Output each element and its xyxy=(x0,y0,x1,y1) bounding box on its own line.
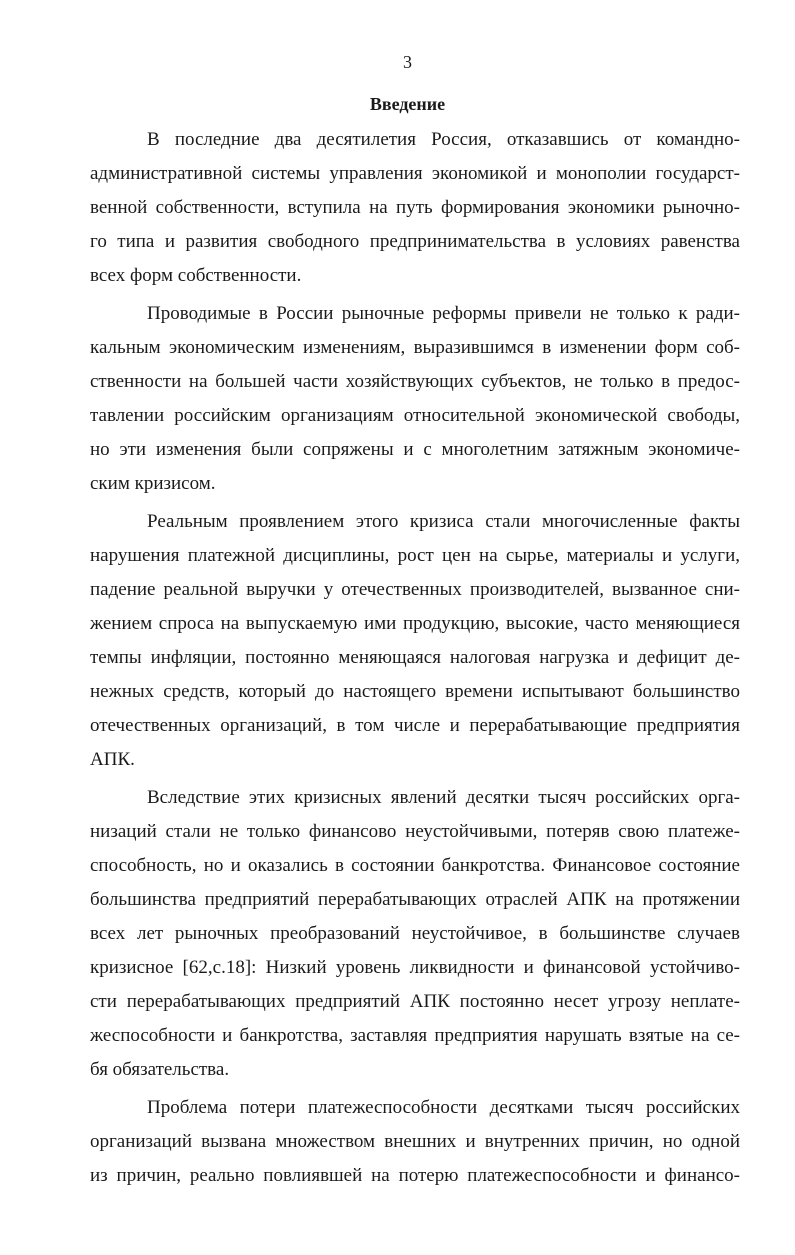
page-number: 3 xyxy=(403,52,412,72)
text-line: большинства предприятий перерабатывающих отраслей АПК на протяжении xyxy=(90,889,740,910)
text-line: способность, но и оказались в состоянии банкротства. Финансовое состояние xyxy=(90,855,740,876)
text-line: бя обязательства. xyxy=(90,1059,230,1080)
text-line: низаций стали не только финансово неустойчивыми, потеряв свою платеже- xyxy=(90,821,740,842)
text-line: отечественных организаций, в том числе и перерабатывающие предприятия xyxy=(90,715,740,736)
paragraph xyxy=(90,123,740,293)
text-line: жеспособности и банкротства, заставляя предприятия нарушать взятые на се- xyxy=(90,1025,740,1046)
text-line: всех форм собственности. xyxy=(90,265,302,286)
paragraph xyxy=(90,1091,740,1193)
text-line: Вследствие этих кризисных явлений десятки тысяч российских орга- xyxy=(147,787,740,808)
section-heading: Введение xyxy=(369,94,446,114)
text-line: венной собственности, вступила на путь формирования экономики рыночно- xyxy=(90,197,740,218)
text-line: нежных средств, который до настоящего времени испытывают большинство xyxy=(90,681,740,702)
text-line: Реальным проявлением этого кризиса стали многочисленные факты xyxy=(147,511,740,532)
text-line: административной системы управления экономикой и монополии государст- xyxy=(90,163,740,184)
text-line: го типа и развития свободного предпринимательства в условиях равенства xyxy=(90,231,740,252)
text-line: Проводимые в России рыночные реформы привели не только к ради- xyxy=(147,303,740,324)
text-line: всех лет рыночных преобразований неустойчивое, в большинстве случаев xyxy=(90,923,740,944)
text-line: В последние два десятилетия Россия, отказавшись от командно- xyxy=(147,129,740,150)
paragraph xyxy=(90,505,740,777)
text-line: но эти изменения были сопряжены и с многолетним затяжным экономиче- xyxy=(90,439,740,460)
text-line: сти перерабатывающих предприятий АПК постоянно несет угрозу неплате- xyxy=(90,991,740,1012)
text-line: падение реальной выручки у отечественных производителей, вызванное сни- xyxy=(90,579,740,600)
text-line: АПК. xyxy=(90,749,135,770)
text-line: Проблема потери платежеспособности десятками тысяч российских xyxy=(147,1097,740,1118)
paragraph xyxy=(90,781,740,1087)
body-text xyxy=(90,123,740,1193)
text-line: ственности на большей части хозяйствующих субъектов, не только в предос- xyxy=(90,371,740,392)
text-line: организаций вызвана множеством внешних и внутренних причин, но одной xyxy=(90,1131,740,1152)
text-line: темпы инфляции, постоянно меняющаяся налоговая нагрузка и дефицит де- xyxy=(90,647,740,668)
paragraph xyxy=(90,297,740,501)
text-line: из причин, реально повлиявшей на потерю платежеспособности и финансо- xyxy=(90,1165,740,1186)
text-line: нарушения платежной дисциплины, рост цен на сырье, материалы и услуги, xyxy=(90,545,740,566)
text-line: жением спроса на выпускаемую ими продукцию, высокие, часто меняющиеся xyxy=(90,613,740,634)
text-line: ским кризисом. xyxy=(90,473,216,494)
text-line: тавлении российским организациям относительной экономической свободы, xyxy=(90,405,740,426)
text-line: кальным экономическим изменениям, выразившимся в изменении форм соб- xyxy=(90,337,740,358)
text-line: кризисное [62,с.18]: Низкий уровень ликвидности и финансовой устойчиво- xyxy=(90,957,740,978)
